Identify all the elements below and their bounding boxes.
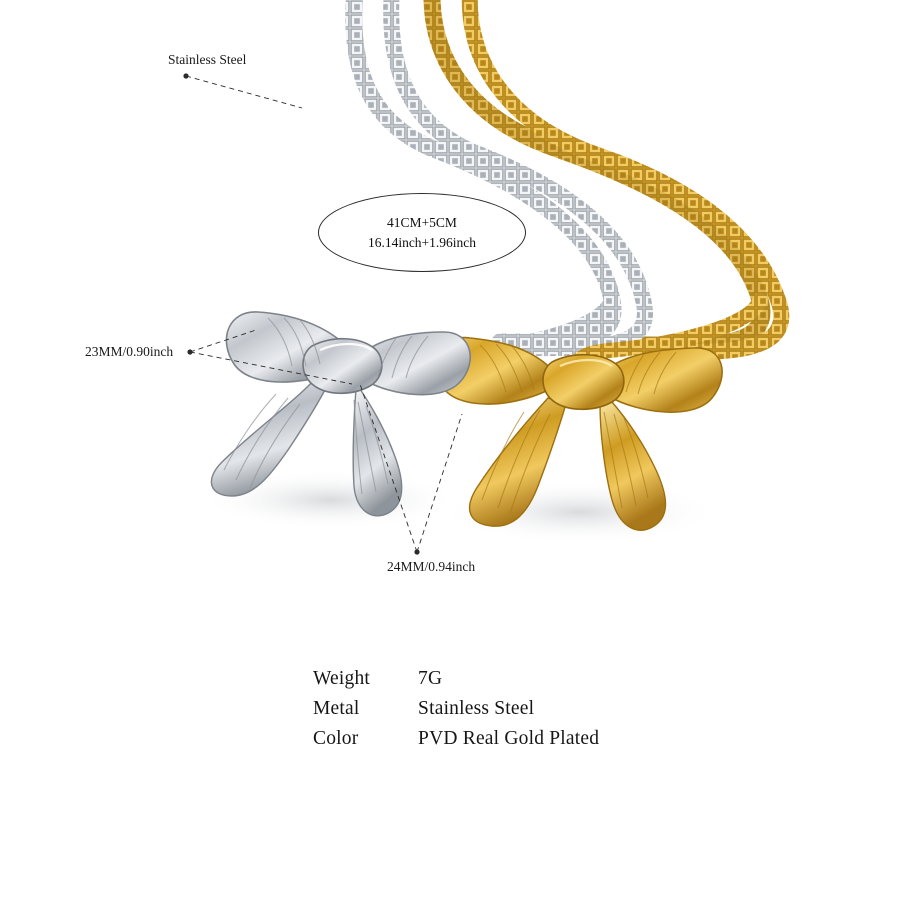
spec-label-metal: Metal [313, 698, 360, 719]
spec-row-color [313, 728, 599, 758]
bow-width-label: 23MM/0.90inch [85, 344, 174, 359]
spec-label-color: Color [313, 728, 359, 749]
spec-value-metal: Stainless Steel [418, 698, 535, 719]
spec-row-weight [313, 668, 599, 698]
chain-length-imperial: 16.14inch+1.96inch [367, 234, 477, 250]
spec-value-weight: 7G [418, 668, 443, 689]
chain-length-bubble [318, 193, 526, 272]
spec-row-metal [313, 698, 599, 728]
chain-group [354, 0, 782, 366]
spec-value-color: PVD Real Gold Plated [418, 728, 600, 749]
material-callout-label: Stainless Steel [168, 52, 247, 67]
specification-table [313, 668, 599, 758]
spec-label-weight: Weight [313, 668, 371, 689]
bow-height-label: 24MM/0.94inch [387, 559, 476, 574]
chain-length-metric: 41CM+5CM [387, 214, 457, 230]
